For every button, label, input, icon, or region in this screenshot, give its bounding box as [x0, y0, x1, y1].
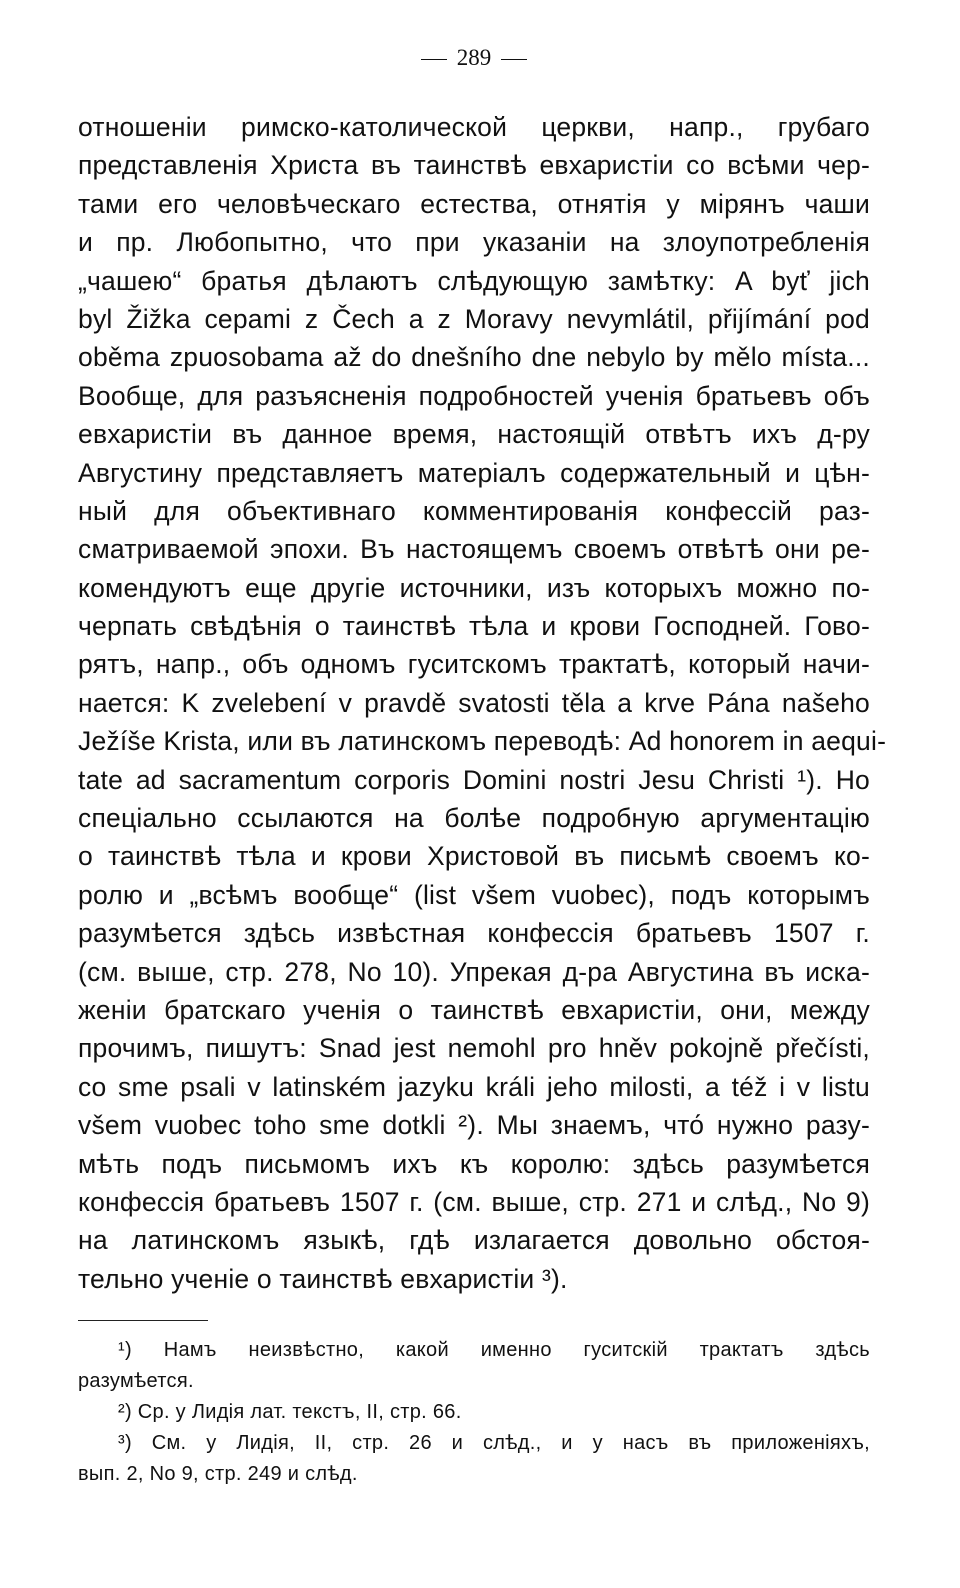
footnote-2: [78, 1397, 870, 1428]
footnote-3-cont: вып. 2, No 9, стр. 249 и слѣд.: [78, 1463, 358, 1486]
text-line: co sme psali v latinském jazyku králi jeho milosti, a též i v listu: [78, 1071, 870, 1102]
text-line: ный для объективнаго комментированія конфессій раз-: [78, 495, 870, 526]
left-dash: [421, 59, 447, 60]
document-page: [78, 40, 887, 1490]
text-line: oběma zpuosobama až do dnešního dne nebylo by mělo místa...: [78, 342, 870, 373]
text-line: нается: K zvelebení v pravdě svatosti těla a krve Pána našeho: [78, 687, 870, 718]
text-line: конфессія братьевъ 1507 г. (см. выше, стр. 271 и слѣд., No 9): [78, 1186, 870, 1217]
body-text: [78, 108, 887, 1298]
text-line: Августину представляетъ матеріалъ содержательный и цѣн-: [78, 457, 870, 488]
footnotes: [78, 1335, 870, 1490]
footnote-text: Намъ неизвѣстно, какой именно гуситскій трактатъ здѣсь: [163, 1339, 870, 1362]
page-number-header: [78, 40, 870, 76]
text-line: черпать свѣдѣнія о таинствѣ тѣла и крови Господней. Гово-: [78, 611, 870, 642]
text-line: ролю и „всѣмъ вообще“ (list všem vuobec), подъ которымъ: [78, 879, 870, 910]
footnote-text: См. у Лидія, II, стр. 26 и слѣд., и у насъ въ приложеніяхъ,: [151, 1432, 870, 1455]
text-line: byl Žižka cepami z Čech a z Moravy nevymlátil, přijímání pod: [78, 303, 870, 334]
text-line: Вообще, для разъясненія подробностей ученія братьевъ объ: [78, 380, 870, 411]
page-number: 289: [456, 45, 492, 70]
text-line: спеціально ссылаются на болѣе подробную аргументацію: [78, 803, 870, 834]
text-line: (см. выше, стр. 278, No 10). Упрекая д-ра Августина въ иска-: [78, 956, 870, 987]
text-line: разумѣется здѣсь извѣстная конфессія братьевъ 1507 г.: [78, 918, 870, 949]
text-line: прочимъ, пишутъ: Snad jest nemohl pro hněv pokojně přečísti,: [78, 1033, 870, 1064]
text-line: „чашею“ братья дѣлаютъ слѣдующую замѣтку: A byť jich: [78, 265, 870, 296]
footnote-3: [78, 1428, 870, 1459]
text-line: Ježíše Krista, или въ латинскомъ переводѣ: Ad honorem in aequi-: [78, 726, 887, 757]
text-line: о таинствѣ тѣла и крови Христовой въ письмѣ своемъ ко-: [78, 841, 870, 872]
text-line: представленія Христа въ таинствѣ евхаристіи со всѣми чер-: [78, 150, 870, 181]
footnote-1-cont: разумѣется.: [78, 1370, 194, 1393]
text-line: мѣть подъ письмомъ ихъ къ королю: здѣсь разумѣется: [78, 1148, 870, 1179]
text-line: тельно ученіе о таинствѣ евхаристіи ³).: [78, 1263, 568, 1294]
footnote-1: [78, 1335, 870, 1366]
footnote-separator: [78, 1320, 208, 1321]
text-line: všem vuobec toho sme dotkli ²). Мы знаемъ, что́ нужно разу-: [78, 1110, 870, 1141]
text-line: тами его человѣческаго естества, отнятія у мірянъ чаши: [78, 188, 870, 219]
text-line: женіи братскаго ученія о таинствѣ евхаристіи, они, между: [78, 994, 870, 1025]
footnote-marker: ³): [118, 1432, 132, 1455]
text-line: отношеніи римско-католической церкви, напр., грубаго: [78, 112, 870, 142]
text-line: tate ad sacramentum corporis Domini nostri Jesu Christi ¹). Но: [78, 764, 870, 795]
text-line: сматриваемой эпохи. Въ настоящемъ своемъ отвѣтѣ они ре-: [78, 534, 870, 565]
footnote-marker: ²): [118, 1401, 132, 1424]
text-line: комендуютъ еще другіе источники, изъ которыхъ можно по-: [78, 572, 870, 603]
text-line: на латинскомъ языкѣ, гдѣ излагается довольно обстоя-: [78, 1225, 870, 1256]
footnote-text: Ср. у Лидія лат. текстъ, II, стр. 66.: [137, 1401, 462, 1424]
text-line: и пр. Любопытно, что при указаніи на злоупотребленія: [78, 227, 870, 258]
footnote-marker: ¹): [118, 1339, 132, 1362]
text-line: рятъ, напр., объ одномъ гуситскомъ трактатѣ, который начи-: [78, 649, 870, 680]
text-line: евхаристіи въ данное время, настоящій отвѣтъ ихъ д-ру: [78, 419, 870, 450]
right-dash: [501, 59, 527, 60]
